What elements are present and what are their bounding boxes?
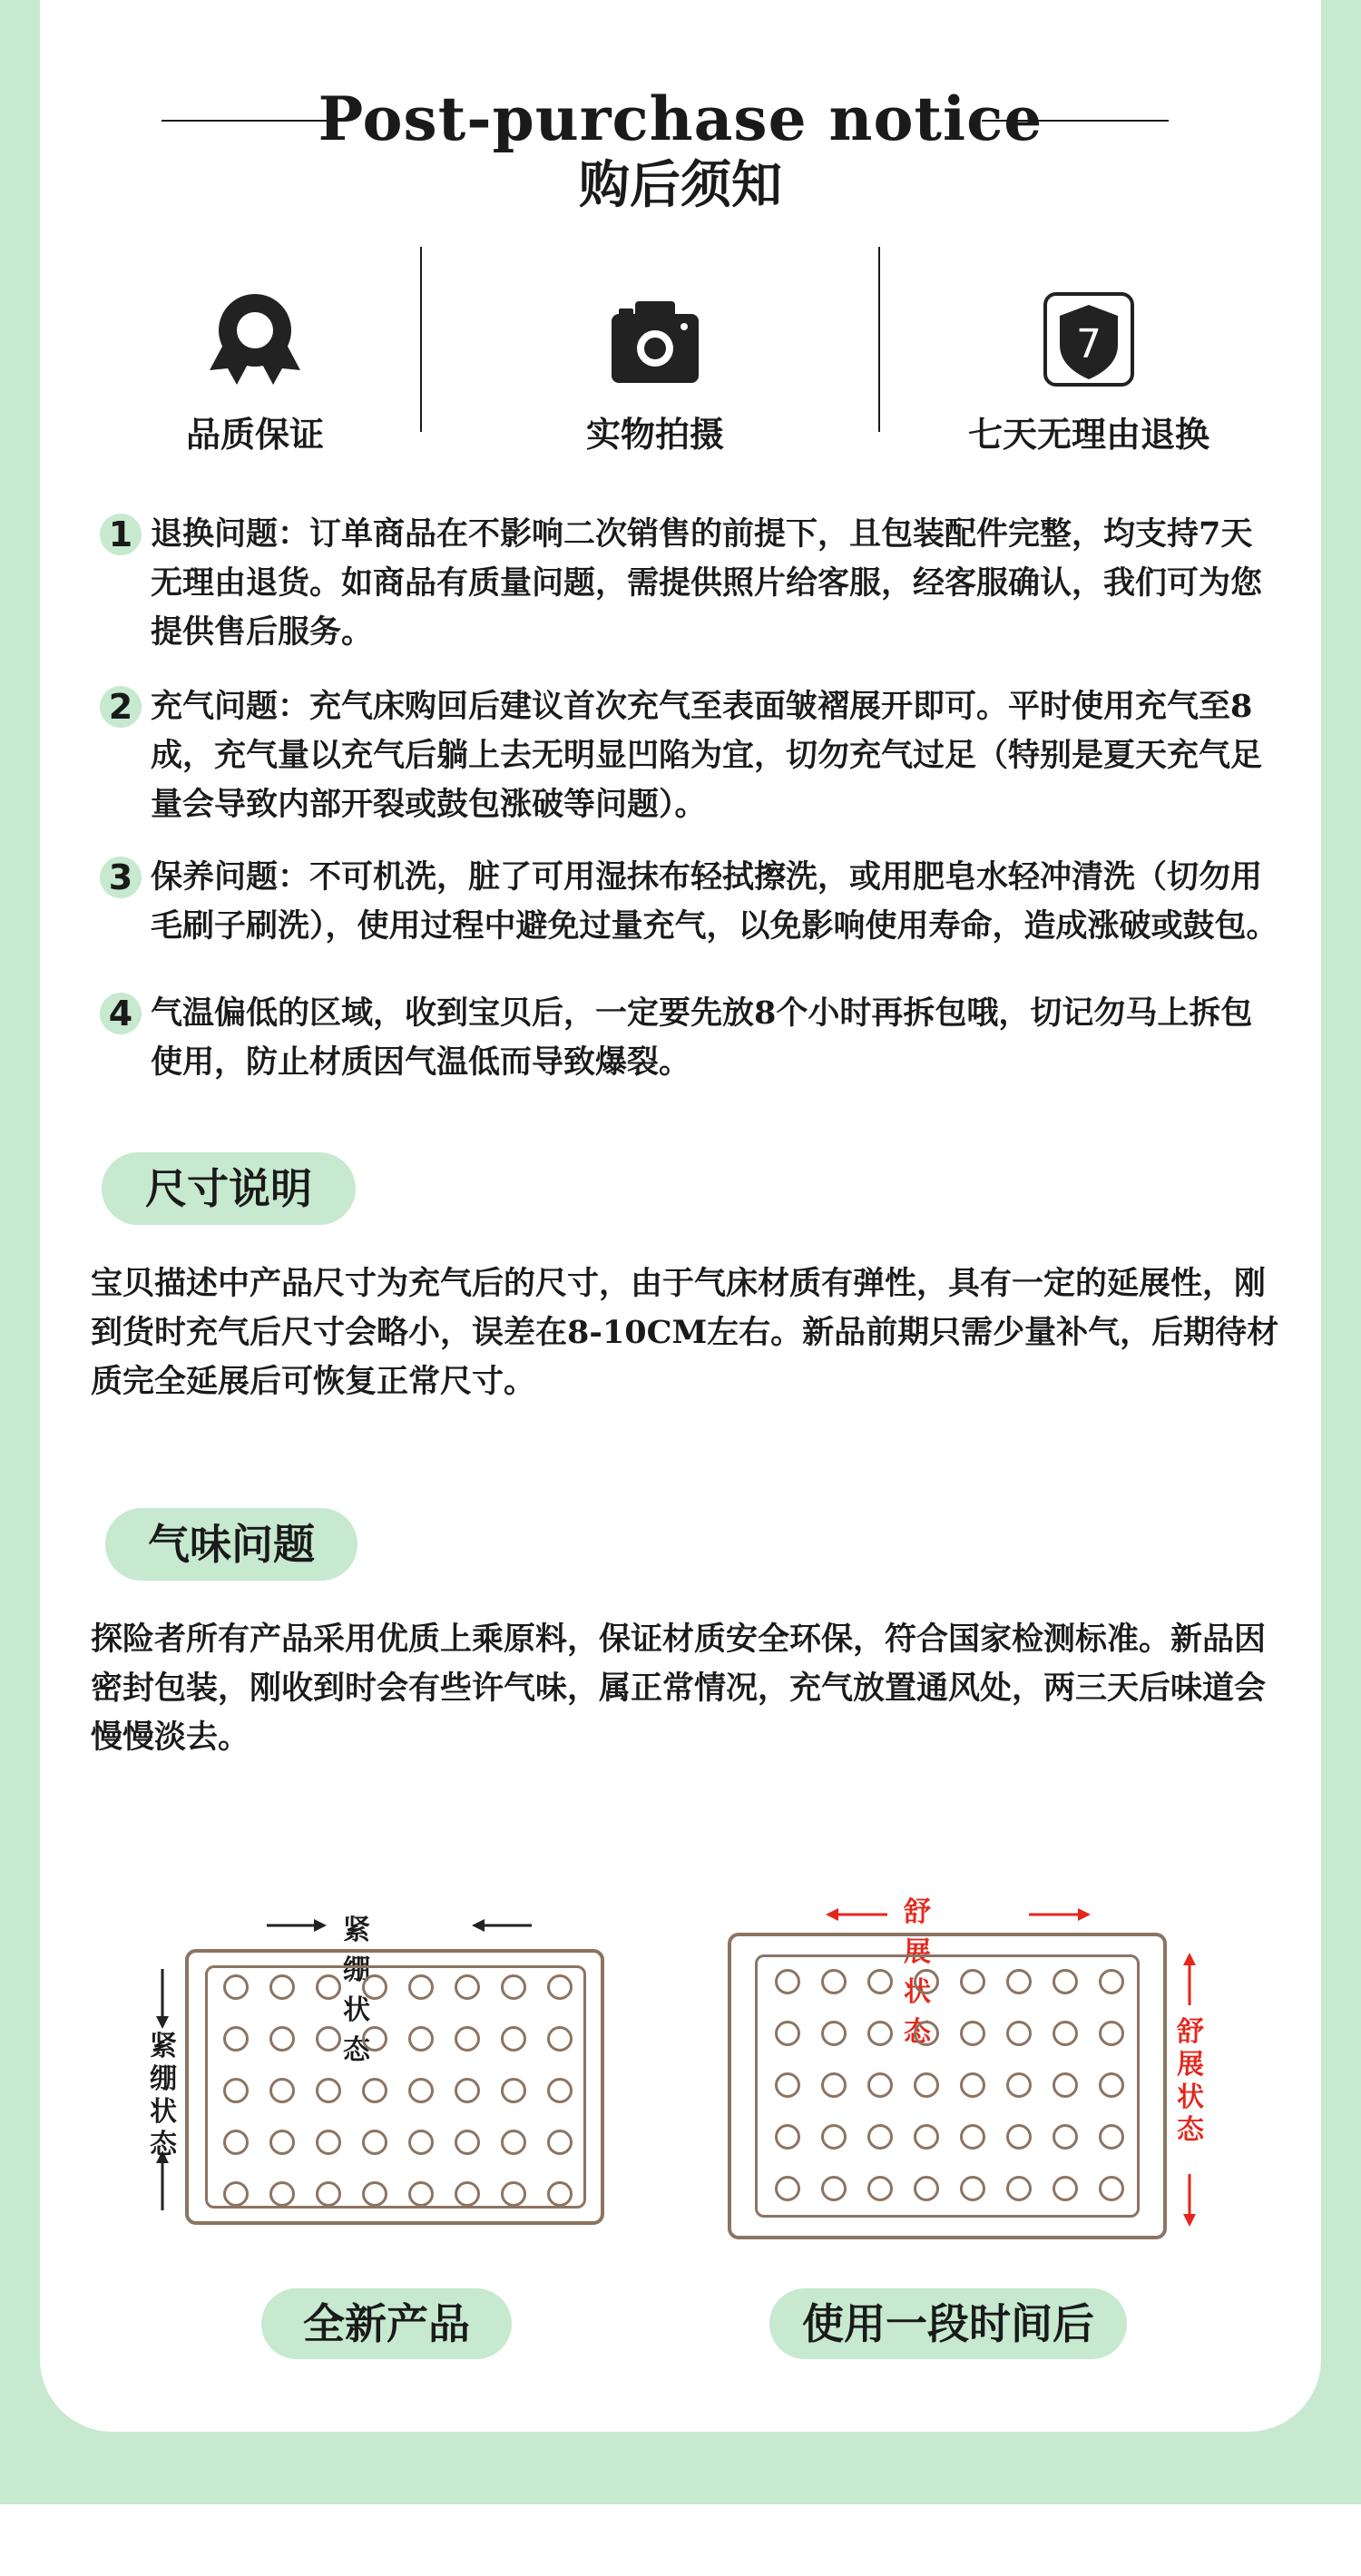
air-cell-dot (1053, 1969, 1078, 1994)
air-cell-dot (1053, 2124, 1078, 2150)
air-cell-dot (547, 2181, 573, 2207)
notice-text: 气温偏低的区域，收到宝贝后，一定要先放8个小时再拆包哦，切记勿马上拆包使用，防止材质因气温低而导致爆裂。 (151, 994, 1253, 1081)
air-cell-dot (867, 2176, 893, 2201)
air-cell-dot (408, 2026, 434, 2052)
air-cell-dot (362, 2078, 387, 2103)
air-cell-dot (1006, 1969, 1032, 1994)
air-cell-dot (501, 2078, 526, 2103)
notice-text: 充气问题：充气床购回后建议首次充气至表面皱褶展开即可。平时使用充气至8成，充气量以充气后躺上去无明显凹陷为宜，切勿充气过足（特别是夏天充气足量会导致内部开裂或鼓包涨破等问题）。 (151, 688, 1263, 823)
air-cell-dot (408, 2078, 434, 2103)
air-cell-dot (316, 2078, 341, 2103)
smell-section-text: 探险者所有产品采用优质上乘原料，保证材质安全环保，符合国家检测标准。新品因密封包装，刚收到时会有些许气味，属正常情况，充气放置通风处，两三天后味道会慢慢淡去。 (91, 1621, 1267, 1756)
air-cell-dot (821, 1969, 847, 1994)
air-cell-dot (821, 2021, 847, 2046)
air-cell-dot (821, 2124, 847, 2150)
svg-text:7: 7 (1076, 321, 1102, 367)
air-cell-dot (914, 2072, 939, 2098)
air-cell-dot (960, 2124, 985, 2150)
size-section-text: 宝贝描述中产品尺寸为充气后的尺寸，由于气床材质有弹性，具有一定的延展性，刚到货时充气后尺寸会略小，误差在8-10CM左右。新品前期只需少量补气，后期待材质完全延展后可恢复正常尺寸。 (91, 1265, 1279, 1400)
tight-arrows (263, 1907, 535, 1944)
air-cell-dot (867, 2021, 893, 2046)
mattress-inner-outline (755, 1954, 1140, 2218)
air-cell-dot (1053, 2072, 1078, 2098)
notice-number: 3 (100, 857, 142, 898)
mattress-inner-outline (205, 1965, 586, 2209)
air-cell-dot (501, 1974, 526, 2000)
feature-label: 实物拍摄 (585, 415, 724, 455)
caption-new-product: 全新产品 (261, 2288, 512, 2359)
air-cell-dot (362, 2130, 387, 2155)
air-cell-dot (223, 1974, 249, 2000)
air-cell-dot (269, 1974, 295, 2000)
air-cell-dot (867, 2124, 893, 2150)
notice-text: 退换问题：订单商品在不影响二次销售的前提下，且包装配件完整，均支持7天无理由退货。如商品有质量问题，需提供照片给客服，经客服确认，我们可为您提供售后服务。 (151, 515, 1263, 651)
air-cell-dot (362, 2026, 387, 2052)
air-cell-dot (914, 2176, 939, 2201)
air-cell-dot (269, 2181, 295, 2207)
notice-item (100, 510, 1279, 657)
stretch-arrows (822, 1896, 1094, 1933)
diagram-top-label: 舒展状态 (904, 1896, 931, 2048)
air-cell-dot (1053, 2176, 1078, 2201)
air-cell-dot (1099, 2072, 1124, 2098)
air-cell-dot (455, 2130, 480, 2155)
air-cell-dot (1099, 2176, 1124, 2201)
air-cell-dot (316, 2026, 341, 2052)
quality-badge-icon (201, 290, 309, 390)
air-cell-dot (775, 2176, 800, 2201)
feature-label: 品质保证 (185, 415, 324, 455)
air-cell-dot (501, 2130, 526, 2155)
air-cell-dot (960, 2021, 985, 2046)
air-cell-dot (775, 2021, 800, 2046)
feature-divider (420, 247, 422, 432)
notice-number: 1 (100, 514, 142, 555)
air-cell-dot (408, 2130, 434, 2155)
air-cell-dot (223, 2181, 249, 2207)
air-cell-dot (1099, 1969, 1124, 1994)
air-cell-dot (960, 1969, 985, 1994)
air-cell-dot (1006, 2176, 1032, 2201)
air-cell-dot (867, 2072, 893, 2098)
size-section-title: 尺寸说明 (102, 1152, 356, 1225)
smell-section-title: 气味问题 (105, 1508, 357, 1581)
air-cell-dot (547, 2130, 573, 2155)
caption-used-product: 使用一段时间后 (769, 2288, 1127, 2359)
notice-item (100, 853, 1279, 951)
page-title-cn: 购后须知 (579, 155, 782, 215)
air-cell-dot (775, 2124, 800, 2150)
air-cell-dot (1099, 2021, 1124, 2046)
air-cell-dot (362, 1974, 387, 2000)
notice-number: 2 (100, 686, 142, 728)
diagram-side-label: 舒 展 状 态 (1177, 2016, 1204, 2146)
air-cell-dot (914, 2021, 939, 2046)
air-cell-dot (1006, 2021, 1032, 2046)
air-cell-dot (547, 2026, 573, 2052)
air-cell-dot (1006, 2124, 1032, 2150)
air-cell-dot (501, 2026, 526, 2052)
air-cell-dot (455, 2078, 480, 2103)
feature-divider (878, 247, 880, 432)
air-cell-dot (1006, 2072, 1032, 2098)
air-cell-dot (455, 2181, 480, 2207)
air-cell-dot (821, 2072, 847, 2098)
notice-text: 保养问题：不可机洗，脏了可用湿抹布轻拭擦洗，或用肥皂水轻冲清洗（切勿用毛刷子刷洗），使用过程中避免过量充气，以免影响使用寿命，造成涨破或鼓包。 (151, 858, 1278, 945)
air-cell-dot (501, 2181, 526, 2207)
air-cell-dot (223, 2078, 249, 2103)
feature-return (944, 290, 1234, 456)
diagram-top-label: 紧绷状态 (343, 1915, 370, 2066)
air-cell-dot (269, 2130, 295, 2155)
camera-icon (601, 290, 710, 390)
notice-item (100, 682, 1279, 829)
air-cell-dot (455, 1974, 480, 2000)
air-cell-dot (316, 2130, 341, 2155)
page-title-en: Post-purchase notice (318, 83, 1043, 154)
air-cell-dot (1099, 2124, 1124, 2150)
air-cell-dot (408, 2181, 434, 2207)
shield-7-icon (1034, 290, 1143, 390)
air-cell-dot (316, 2181, 341, 2207)
notice-item (100, 989, 1279, 1087)
air-cell-dot (269, 2026, 295, 2052)
air-cell-dot (775, 2072, 800, 2098)
air-cell-dot (316, 1974, 341, 2000)
air-cell-dot (408, 1974, 434, 2000)
air-cell-dot (867, 1969, 893, 1994)
notice-number: 4 (100, 993, 142, 1034)
air-cell-dot (775, 1969, 800, 1994)
air-cell-dot (455, 2026, 480, 2052)
feature-photo (519, 290, 791, 456)
air-cell-dot (960, 2072, 985, 2098)
air-cell-dot (547, 2078, 573, 2103)
air-cell-dot (960, 2176, 985, 2201)
air-cell-dot (223, 2130, 249, 2155)
air-cell-dot (223, 2026, 249, 2052)
air-cell-dot (1053, 2021, 1078, 2046)
diagram-side-label: 紧 绷 状 态 (150, 2031, 177, 2160)
feature-quality (119, 290, 391, 456)
air-cell-dot (362, 2181, 387, 2207)
air-cell-dot (914, 2124, 939, 2150)
feature-label: 七天无理由退换 (967, 415, 1209, 455)
air-cell-dot (547, 1974, 573, 2000)
air-cell-dot (821, 2176, 847, 2201)
air-cell-dot (269, 2078, 295, 2103)
air-cell-dot (914, 1969, 939, 1994)
